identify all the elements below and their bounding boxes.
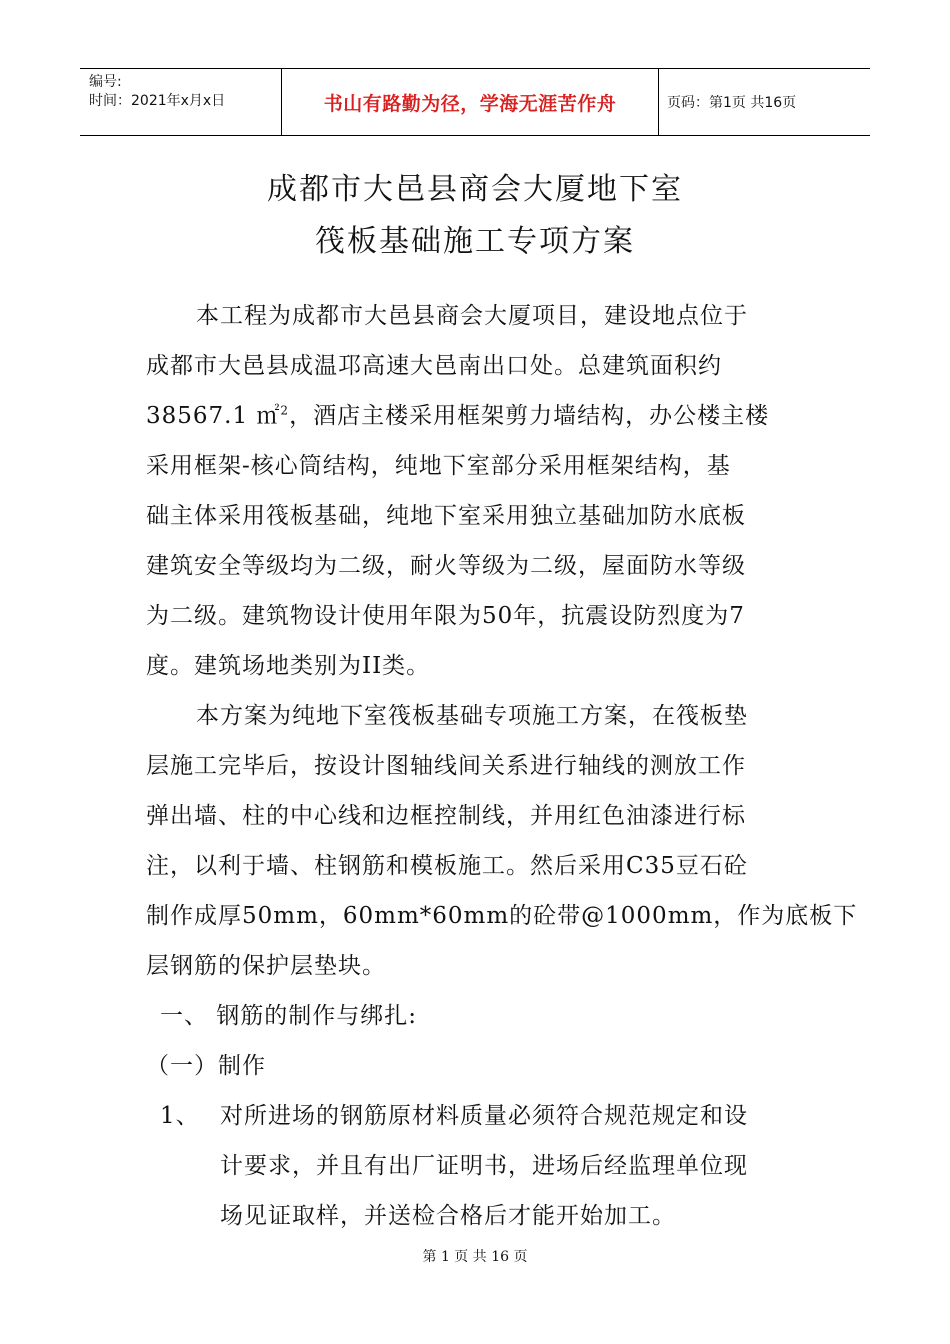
list-item-number: 1、 — [160, 1103, 200, 1129]
paragraph-1-line-6: 建筑安全等级均为二级，耐火等级为二级，屋面防水等级 — [146, 553, 746, 579]
subsection-heading-1: （一）制作 — [146, 1053, 266, 1079]
paragraph-2-line-6: 层钢筋的保护层垫块。 — [146, 953, 386, 979]
paragraph-1-line-1: 本工程为成都市大邑县商会大厦项目，建设地点位于 — [196, 303, 748, 329]
document-time-label: 时间：2021年x月x日 — [89, 93, 226, 109]
header-page-info: 页码：第1页 共16页 — [667, 95, 797, 111]
paragraph-1-line-8: 度。建筑场地类别为II类。 — [146, 653, 431, 679]
list-item-line-1: 对所进场的钢筋原材料质量必须符合规范规定和设 — [220, 1103, 748, 1129]
document-title-line-1: 成都市大邑县商会大厦地下室 — [267, 172, 683, 207]
paragraph-1-line-7: 为二级。建筑物设计使用年限为50年，抗震设防烈度为7 — [146, 603, 745, 629]
document-number-label: 编号: — [89, 74, 122, 90]
list-item-line-3: 场见证取样，并送检合格后才能开始加工。 — [220, 1203, 676, 1229]
paragraph-2-line-5: 制作成厚50mm，60mm*60mm的砼带@1000mm，作为底板下 — [146, 903, 858, 929]
paragraph-2-line-4: 注，以利于墙、柱钢筋和模板施工。然后采用C35豆石砼 — [146, 853, 748, 879]
header-left-cell — [80, 69, 282, 135]
list-item-line-2: 计要求，并且有出厂证明书，进场后经监理单位现 — [220, 1153, 748, 1179]
paragraph-2-line-2: 层施工完毕后，按设计图轴线间关系进行轴线的测放工作 — [146, 753, 746, 779]
paragraph-1-line-2: 成都市大邑县成温邛高速大邑南出口处。总建筑面积约 — [146, 353, 722, 379]
paragraph-1-line-5: 础主体采用筏板基础，纯地下室采用独立基础加防水底板 — [146, 503, 746, 529]
section-heading-1: 一、 钢筋的制作与绑扎: — [160, 1003, 418, 1029]
page-footer: 第 1 页 共 16 页 — [422, 1249, 528, 1265]
paragraph-2-line-1: 本方案为纯地下室筏板基础专项施工方案，在筏板垫 — [196, 703, 748, 729]
paragraph-1-line-3 — [146, 397, 769, 430]
paragraph-2-line-3: 弹出墙、柱的中心线和边框控制线，并用红色油漆进行标 — [146, 803, 746, 829]
header-motto: 书山有路勤为径，学海无涯苦作舟 — [282, 69, 659, 135]
structure-text: ，酒店主楼采用框架剪力墙结构，办公楼主楼 — [289, 403, 770, 429]
area-value: 38567.1 ㎡ — [146, 403, 281, 429]
document-title-line-2: 筏板基础施工专项方案 — [315, 224, 635, 259]
paragraph-1-line-4: 采用框架-核心筒结构，纯地下室部分采用框架结构，基 — [146, 453, 731, 479]
area-superscript: 2 — [280, 403, 290, 418]
page-header — [80, 68, 870, 136]
